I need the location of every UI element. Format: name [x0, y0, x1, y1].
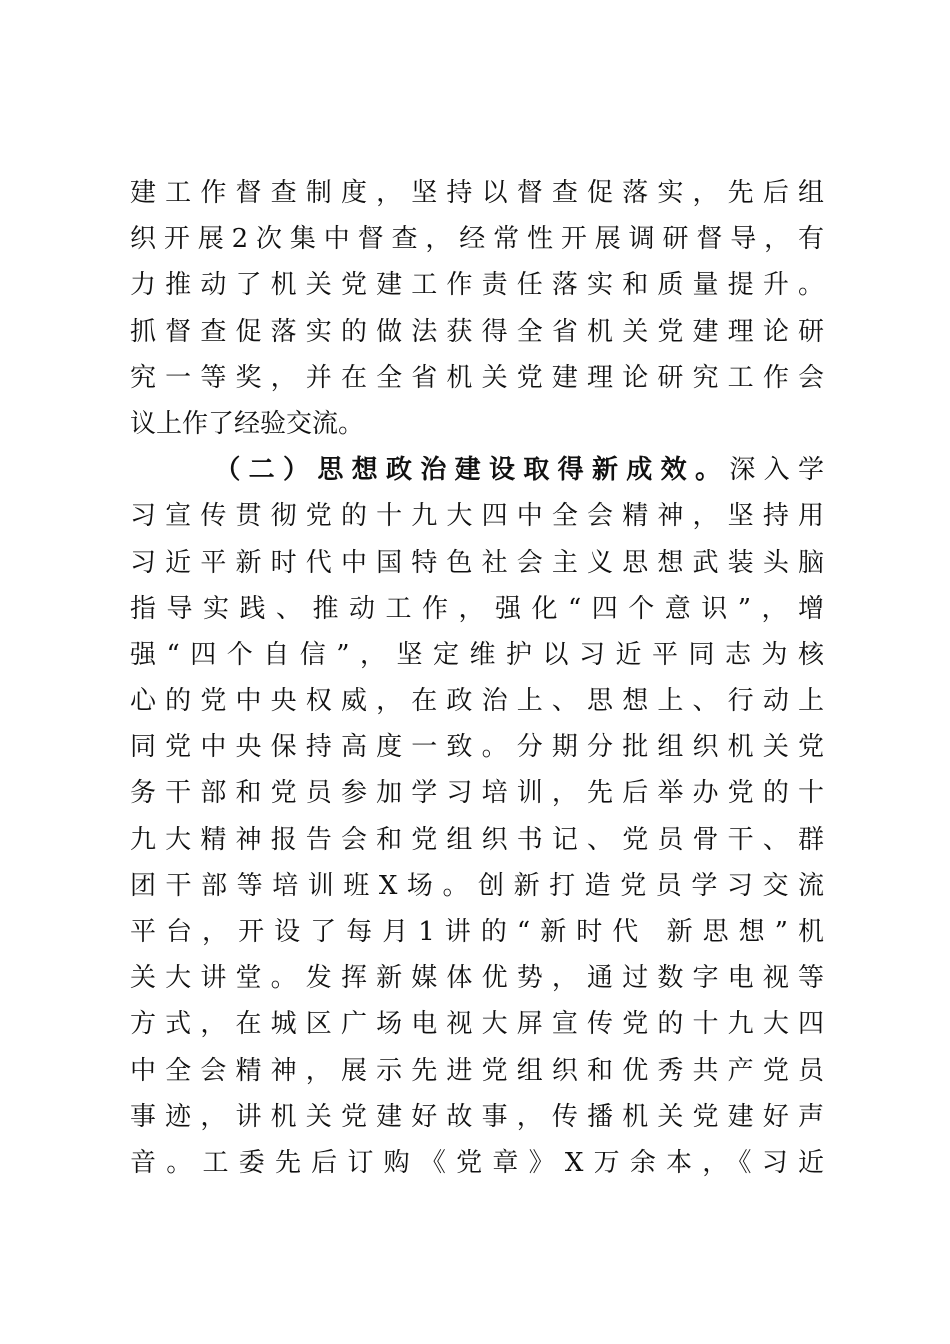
paragraph-1 [130, 170, 824, 447]
paragraph-2 [130, 447, 824, 1186]
text-line: 务干部和党员参加学习培训，先后举办党的十 [130, 778, 824, 809]
section-heading: （二）思想政治建设取得新成效。 [206, 455, 730, 486]
text-line: 平台，开设了每月1讲的“新时代 新思想”机 [130, 917, 824, 947]
text-line: 力推动了机关党建工作责任落实和质量提升。 [130, 270, 824, 301]
body-text [130, 170, 824, 1186]
text-line: 关大讲堂。发挥新媒体优势，通过数字电视等 [130, 963, 824, 994]
text-line: 同党中央保持高度一致。分期分批组织机关党 [130, 732, 824, 763]
text-line: 事迹，讲机关党建好故事，传播机关党建好声 [130, 1101, 824, 1132]
text-line: 织开展2次集中督查，经常性开展调研督导，有 [130, 224, 824, 255]
text-line: 习宣传贯彻党的十九大四中全会精神，坚持用 [130, 501, 824, 532]
section-heading-line [130, 447, 824, 493]
text-line: 究一等奖，并在全省机关党建理论研究工作会 [130, 362, 824, 393]
heading-line-continuation: 深入学 [729, 455, 824, 486]
text-line: 习近平新时代中国特色社会主义思想武装头脑 [130, 547, 824, 578]
text-line: 中全会精神，展示先进党组织和优秀共产党员 [130, 1055, 824, 1086]
text-line: 建工作督查制度，坚持以督查促落实，先后组 [130, 178, 824, 208]
text-line: 指导实践、推动工作，强化“四个意识”，增 [130, 593, 824, 624]
text-line: 方式，在城区广场电视大屏宣传党的十九大四 [130, 1009, 824, 1040]
text-line: 抓督查促落实的做法获得全省机关党建理论研 [130, 316, 824, 347]
text-line: 心的党中央权威，在政治上、思想上、行动上 [130, 686, 824, 717]
text-line: 强“四个自信”，坚定维护以习近平同志为核 [130, 639, 824, 670]
text-line-last: 议上作了经验交流。 [130, 408, 365, 439]
text-line: 九大精神报告会和党组织书记、党员骨干、群 [130, 824, 824, 855]
text-line: 团干部等培训班X场。创新打造党员学习交流 [130, 870, 824, 901]
text-line: 音。工委先后订购《党章》X万余本，《习近 [130, 1147, 824, 1178]
